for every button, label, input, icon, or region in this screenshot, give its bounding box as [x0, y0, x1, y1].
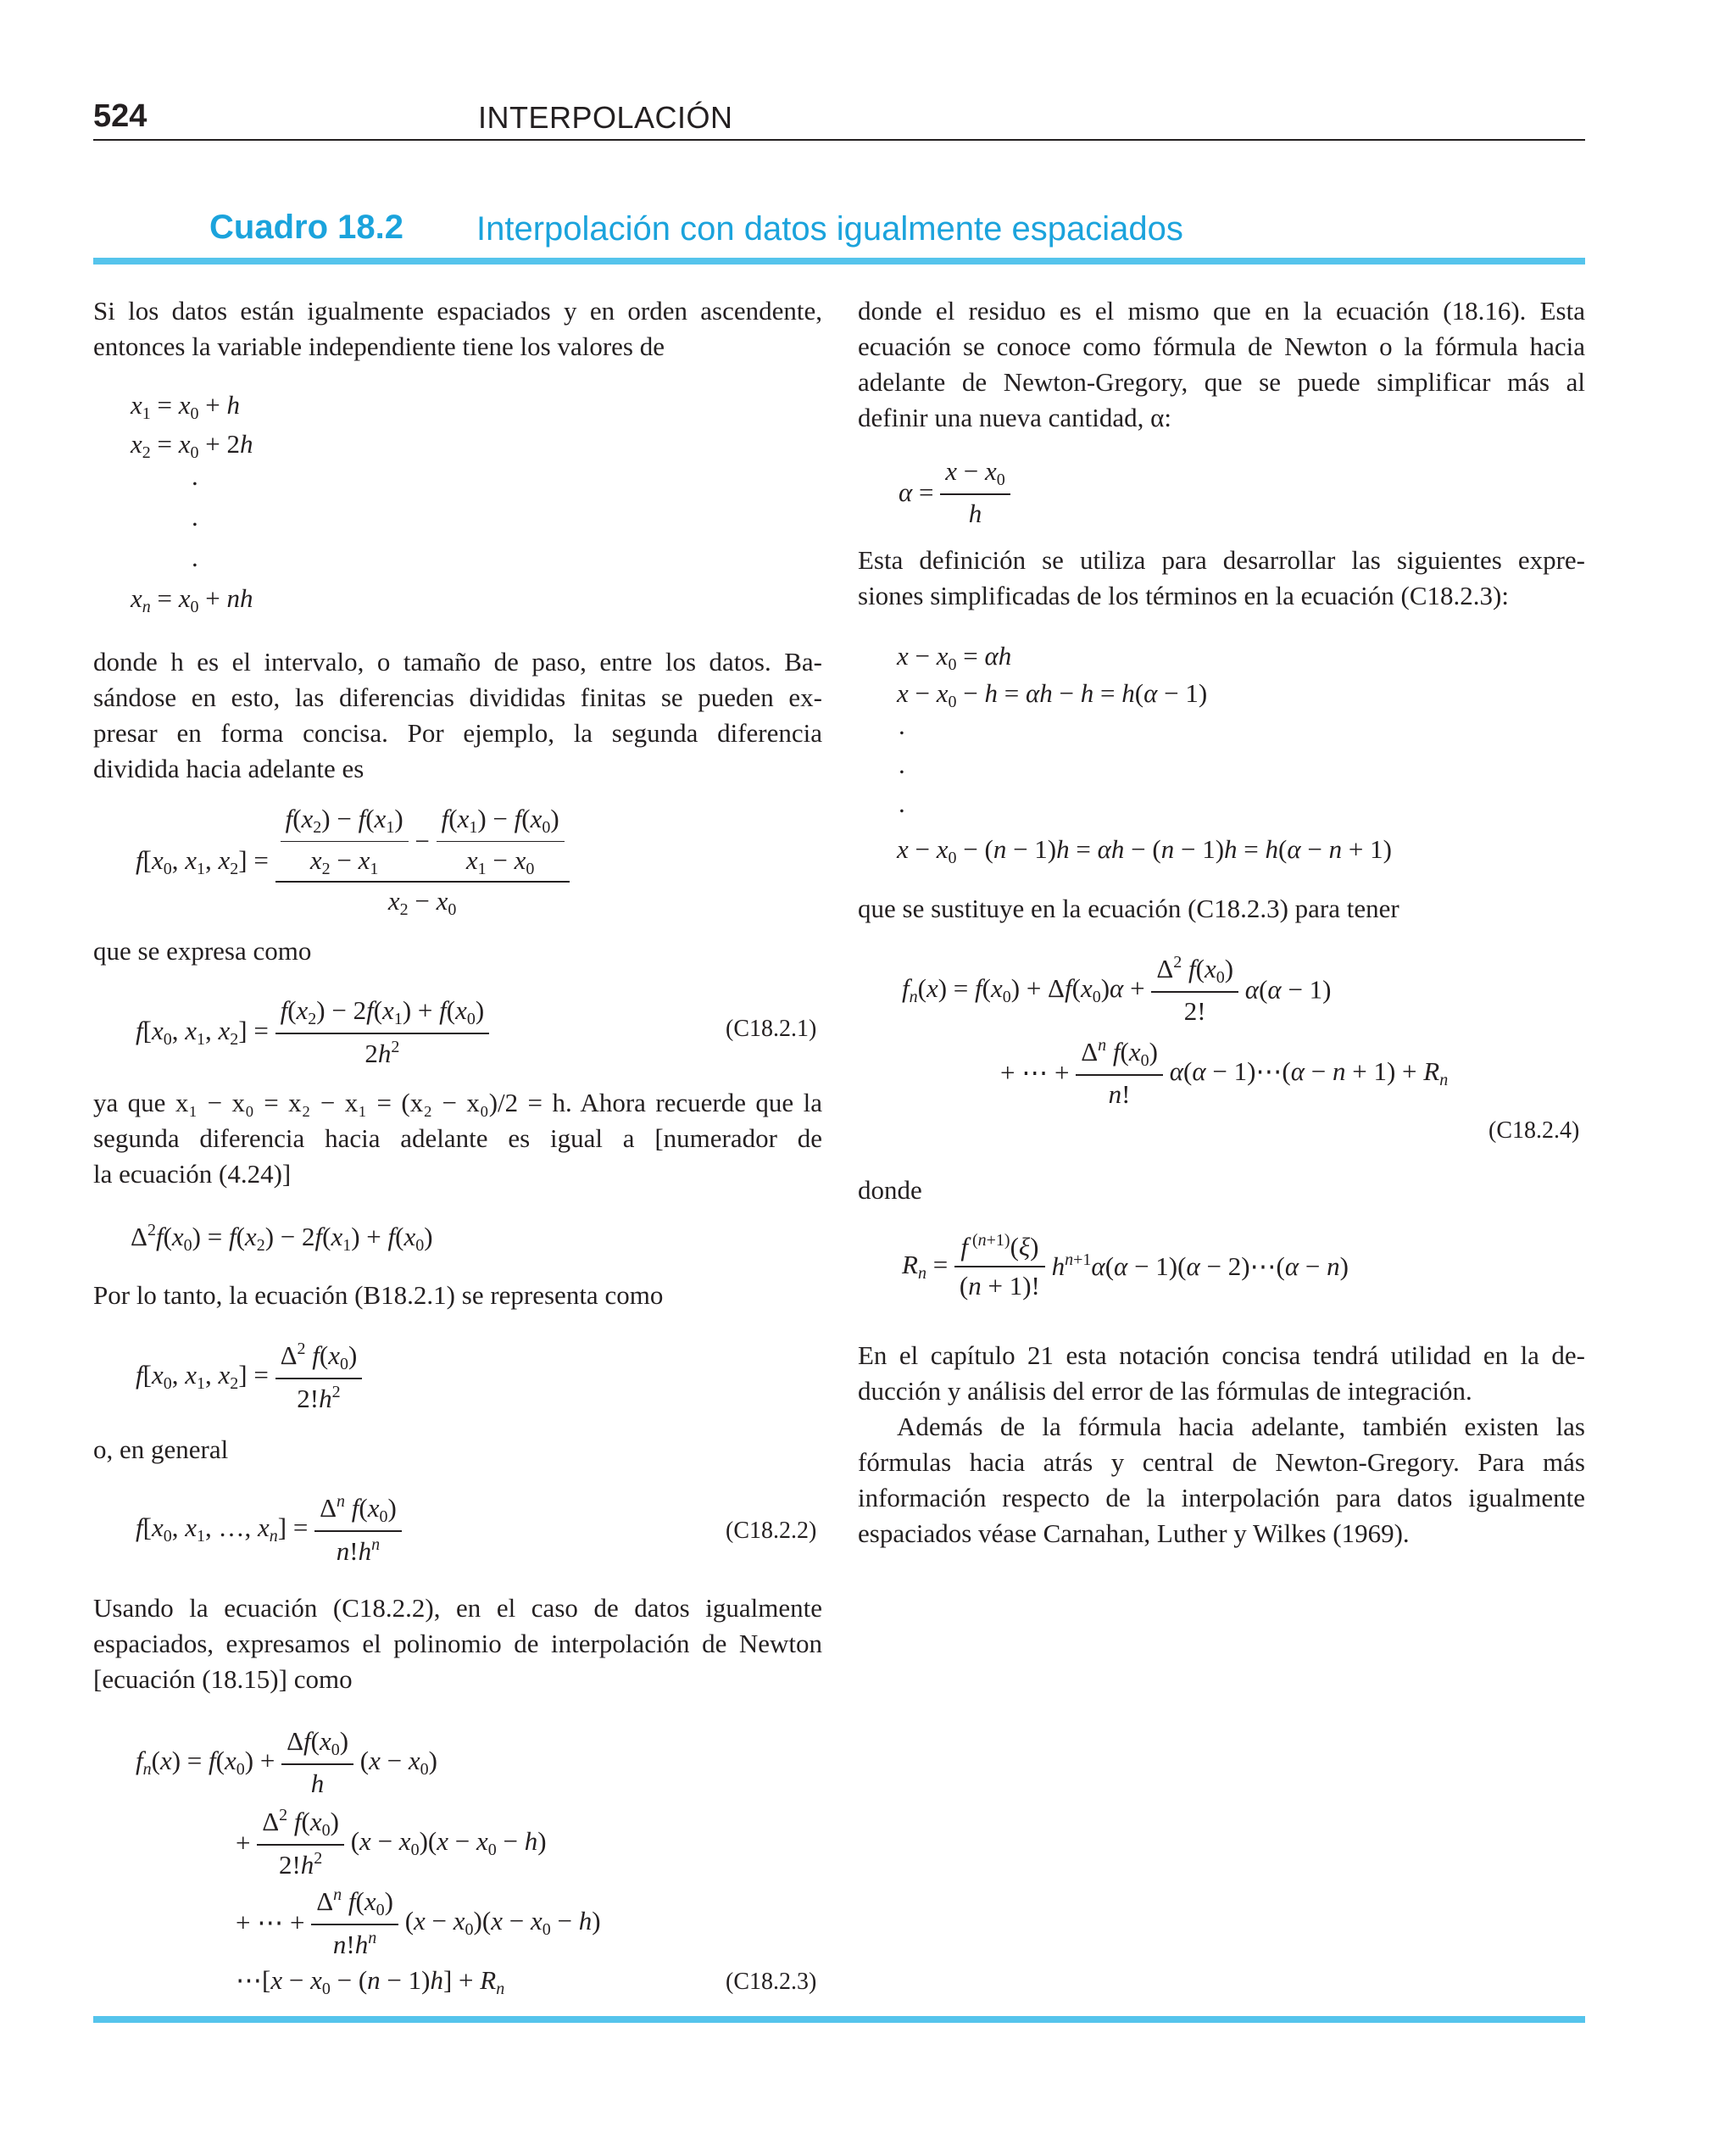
- equation-c18-2-3-line3: + ⋯ + $\frac{\Delta^n f(x_0)}{n!h^n}$ $(x - x_0)(x - x_0 - h)$: [236, 1885, 601, 1959]
- paragraph-ya-que: [93, 1085, 822, 1192]
- text-line: Por lo tanto, la ecuación (B18.2.1) se representa como: [93, 1280, 664, 1310]
- bottom-rule: [93, 2016, 1585, 2023]
- page-number: 524: [93, 98, 147, 134]
- text-line: espaciados, expresamos el polinomio de interpolación de Newton: [93, 1629, 822, 1658]
- text-line: Si los datos están igualmente espaciados y en orden ascendente,: [93, 296, 822, 326]
- equation-alpha-definition: α = $\frac{x - x_0}{h}$: [899, 456, 1010, 529]
- running-title: INTERPOLACIÓN: [478, 100, 733, 135]
- box-label: Cuadro 18.2: [209, 209, 403, 246]
- text-line: donde el residuo es el mismo que en la ecuación (18.16). Esta: [858, 296, 1585, 326]
- equation-xn: $x_n = x_0$ + nh: [131, 583, 253, 616]
- ellipsis-dot: .: [192, 461, 198, 491]
- text-line: donde: [858, 1175, 922, 1205]
- equation-number: (C18.2.4): [1488, 1117, 1580, 1144]
- equation-remainder: $R_n$ = $\frac{f ^{(n+1)}(\xi)}{(n + 1)!}$ $h^{n+1}\alpha(\alpha - 1)(\alpha$ − 2)⋯(α − n): [902, 1231, 1349, 1301]
- text-line: ducción y análisis del error de las fórmulas de integración.: [858, 1376, 1472, 1406]
- equation-number: (C18.2.1): [726, 1016, 817, 1042]
- equation-c18-2-3-line1: $f_n(x) = f(x_0)$ + $\frac{\Delta f(x_0)}{h}$ $(x - x_0)$: [136, 1726, 437, 1798]
- text-line: dividida hacia adelante es: [93, 754, 364, 783]
- equation-second-divided-difference: $f[x_0$, $x_1$, $x_2$] = $\frac{f(x_2) - f(x_1)}{x_2 - x_1}$ − $\frac{f(x_1) - f(x_0)}{x_1 - x_0}$ $x_2 - x_0$: [136, 804, 570, 922]
- text-line: adelante de Newton-Gregory, que se puede simplificar más al: [858, 367, 1585, 397]
- intro-paragraph: [93, 293, 822, 365]
- text-line: Usando la ecuación (C18.2.2), en el caso de datos igualmente: [93, 1593, 822, 1623]
- text-line: ecuación se conoce como fórmula de Newton o la fórmula hacia: [858, 331, 1585, 361]
- text-line: siones simplificadas de los términos en la ecuación (C18.2.3):: [858, 581, 1509, 610]
- text-line: entonces la variable independiente tiene los valores de: [93, 331, 665, 361]
- equation-number: (C18.2.2): [726, 1518, 817, 1544]
- text-line: que se expresa como: [93, 936, 312, 966]
- text-line: que se sustituye en la ecuación (C18.2.3) para tener: [858, 894, 1399, 923]
- equation-alpha-sub2: $x - x_0 - h = \alpha h - h = h(\alpha - 1)$: [897, 678, 1208, 711]
- ellipsis-dot: .: [899, 710, 905, 740]
- text-line: donde h es el intervalo, o tamaño de paso, entre los datos. Ba-: [93, 647, 822, 677]
- equation-x2: $x_2 = x_0 + 2h$: [131, 429, 253, 462]
- ellipsis-dot: .: [899, 788, 905, 818]
- ellipsis-dot: .: [899, 749, 905, 779]
- box-title: Interpolación con datos igualmente espaciados: [476, 210, 1183, 248]
- ellipsis-dot: .: [192, 543, 198, 572]
- text-line: espaciados véase Carnahan, Luther y Wilkes (1969).: [858, 1518, 1410, 1548]
- equation-c18-2-3-line2: + $\frac{\Delta^2 f(x_0)}{2!h^2}$ $(x - x_0)(x - x_0 - h)$: [236, 1806, 547, 1880]
- box-heading: [93, 203, 1585, 265]
- equation-number: (C18.2.3): [726, 1969, 817, 1995]
- text-line: o, en general: [93, 1434, 229, 1464]
- equation-c18-2-1: $f[x_0$, $x_1$, $x_2$] = $\frac{f(x_2) - 2f(x_1) + f(x_0)}{2h^2}$: [136, 995, 489, 1069]
- text-line: presar en forma concisa. Por ejemplo, la segunda diferencia: [93, 718, 822, 748]
- equation-alpha-sub1: $x - x_0 = \alpha h$: [897, 641, 1012, 674]
- equation-alpha-subn: $x - x_0 - (n - 1)h = \alpha h - (n - 1)h = h(\alpha - n + 1)$: [897, 834, 1392, 867]
- text-line: la ecuación (4.24)]: [93, 1159, 292, 1189]
- paragraph-esta-definicion: [858, 543, 1585, 614]
- text-line: ya que x₁ − x₀ = x₂ − x₁ = (x₂ − x₀)/2 = h. Ahora recuerde que la: [93, 1088, 822, 1117]
- text-line: sándose en esto, las diferencias divididas finitas se pueden ex-: [93, 682, 822, 712]
- text-line: definir una nueva cantidad, α:: [858, 403, 1172, 432]
- ellipsis-dot: .: [192, 502, 198, 532]
- text-line: [ecuación (18.15)] como: [93, 1664, 353, 1694]
- paragraph-usando: [93, 1590, 822, 1697]
- equation-x1: $x_1 = x_0 + h$: [131, 390, 240, 423]
- text-line: segunda diferencia hacia adelante es igual a [numerador de: [93, 1123, 822, 1153]
- paragraph-capitulo: [858, 1338, 1585, 1409]
- equation-c18-2-4-line2: + ⋯ + $\frac{\Delta^n f(x_0)}{n!}$ α(α − 1)⋯(α − $n + 1) + R_n$: [1000, 1036, 1449, 1109]
- text-line: Además de la fórmula hacia adelante, también existen las: [897, 1412, 1585, 1441]
- equation-c18-2-4-line1: $f_n(x) = f(x_0) + \Delta f(x_0)\alpha$ + $\frac{\Delta^2 f(x_0)}{2!}$ α(α − 1): [902, 953, 1332, 1026]
- text-line: Esta definición se utiliza para desarrollar las siguientes expre-: [858, 545, 1585, 575]
- paragraph-step-size: [93, 644, 822, 787]
- equation-b18-2-1-rewritten: $f[x_0$, $x_1$, $x_2$] = $\frac{\Delta^2 f(x_0)}{2!h^2}$: [136, 1340, 362, 1414]
- paragraph-ademas: [858, 1409, 1585, 1551]
- text-line: En el capítulo 21 esta notación concisa tendrá utilidad en la de-: [858, 1340, 1585, 1370]
- running-head: [93, 95, 1585, 141]
- equation-c18-2-2: $f[x_0$, $x_1$, …, $x_n$] = $\frac{\Delta^n f(x_0)}{n!h^n}$: [136, 1492, 402, 1567]
- text-line: información respecto de la interpolación para datos igualmente: [858, 1483, 1585, 1512]
- equation-c18-2-3-line4: ⋯[x − $x_0 - (n - 1)h] + R_n$: [236, 1965, 505, 1998]
- equation-second-forward-difference: $\Delta^2f(x_0) = f(x_2) - 2f(x_1) + f(x_0)$: [131, 1221, 433, 1255]
- text-line: fórmulas hacia atrás y central de Newton-Gregory. Para más: [858, 1447, 1585, 1477]
- paragraph-residuo: [858, 293, 1585, 436]
